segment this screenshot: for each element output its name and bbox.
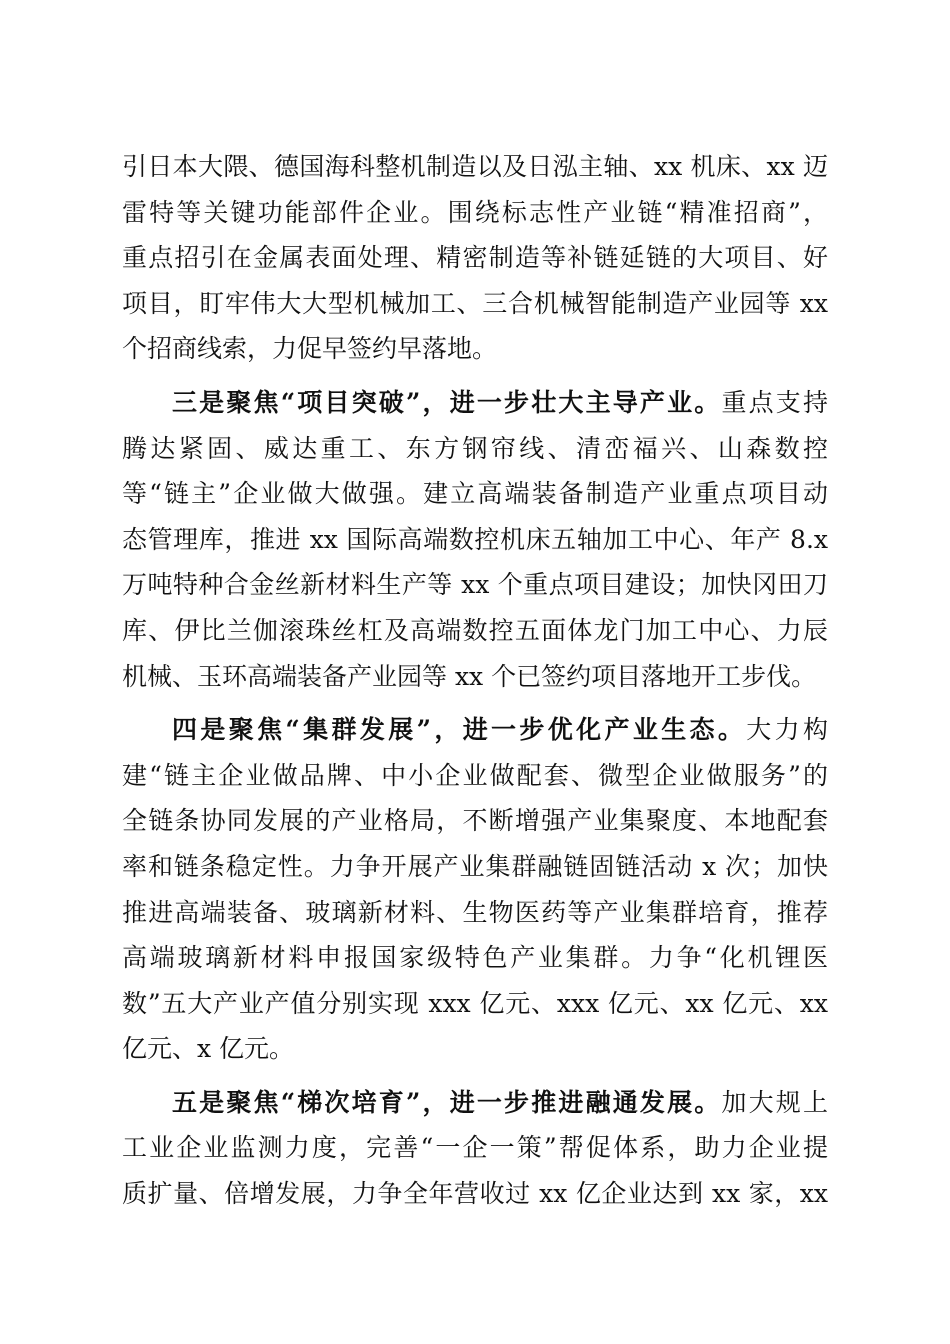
text-line: 雷特等关键功能部件企业。围绕标志性产业链“精准招商”， — [122, 197, 828, 227]
paragraph-4 — [122, 1080, 828, 1217]
paragraph-lead-tail: 大力构 — [746, 715, 828, 745]
text-line: 率和链条稳定性。力争开展产业集群融链固链活动 x 次；加快 — [122, 851, 828, 881]
text-line: 态管理库，推进 xx 国际高端数控机床五轴加工中心、年产 8.x — [122, 524, 828, 554]
text-line: 建“链主企业做品牌、中小企业做配套、微型企业做服务”的 — [122, 760, 828, 790]
paragraph-lead: 三是聚焦“项目突破”，进一步壮大主导产业。 — [172, 387, 722, 417]
paragraph-lead-tail: 重点支持 — [721, 387, 828, 417]
text-line-first — [122, 1080, 828, 1126]
text-line: 高端玻璃新材料申报国家级特色产业集群。力争“化机锂医 — [122, 943, 828, 973]
text-line: 个招商线索，力促早签约早落地。 — [122, 334, 498, 364]
text-line: 全链条协同发展的产业格局，不断增强产业集聚度、本地配套 — [122, 806, 828, 836]
text-line-first — [122, 380, 828, 426]
paragraph-lead: 五是聚焦“梯次培育”，进一步推进融通发展。 — [172, 1087, 722, 1117]
text-line: 数”五大产业产值分别实现 xxx 亿元、xxx 亿元、xx 亿元、xx — [122, 988, 828, 1018]
paragraph-3 — [122, 707, 828, 1072]
document-body — [122, 144, 828, 1217]
text-line: 质扩量、倍增发展，力争全年营收过 xx 亿企业达到 xx 家，xx — [122, 1179, 828, 1209]
text-line: 引日本大隈、德国海科整机制造以及日泓主轴、xx 机床、xx 迈 — [122, 152, 828, 181]
paragraph-lead-tail: 加大规上 — [721, 1087, 828, 1117]
text-line: 亿元、x 亿元。 — [122, 1034, 295, 1064]
text-line: 库、伊比兰伽滚珠丝杠及高端数控五面体龙门加工中心、力辰 — [122, 615, 828, 645]
paragraph-1 — [122, 144, 828, 372]
paragraph-lead: 四是聚焦“集群发展”，进一步优化产业生态。 — [172, 715, 747, 745]
text-line: 推进高端装备、玻璃新材料、生物医药等产业集群培育，推荐 — [122, 897, 828, 927]
paragraph-2 — [122, 380, 828, 699]
text-line: 项目，盯牢伟大大型机械加工、三合机械智能制造产业园等 xx — [122, 288, 828, 318]
text-line: 重点招引在金属表面处理、精密制造等补链延链的大项目、好 — [122, 243, 828, 273]
text-line: 等“链主”企业做大做强。建立高端装备制造产业重点项目动 — [122, 479, 828, 509]
text-line: 工业企业监测力度，完善“一企一策”帮促体系，助力企业提 — [122, 1133, 828, 1163]
text-line-first — [122, 707, 828, 753]
text-line: 万吨特种合金丝新材料生产等 xx 个重点项目建设；加快冈田刀 — [122, 570, 828, 600]
text-line: 机械、玉环高端装备产业园等 xx 个已签约项目落地开工步伐。 — [122, 661, 817, 691]
text-line: 腾达紧固、威达重工、东方钢帘线、清峦福兴、山森数控 — [122, 433, 828, 463]
